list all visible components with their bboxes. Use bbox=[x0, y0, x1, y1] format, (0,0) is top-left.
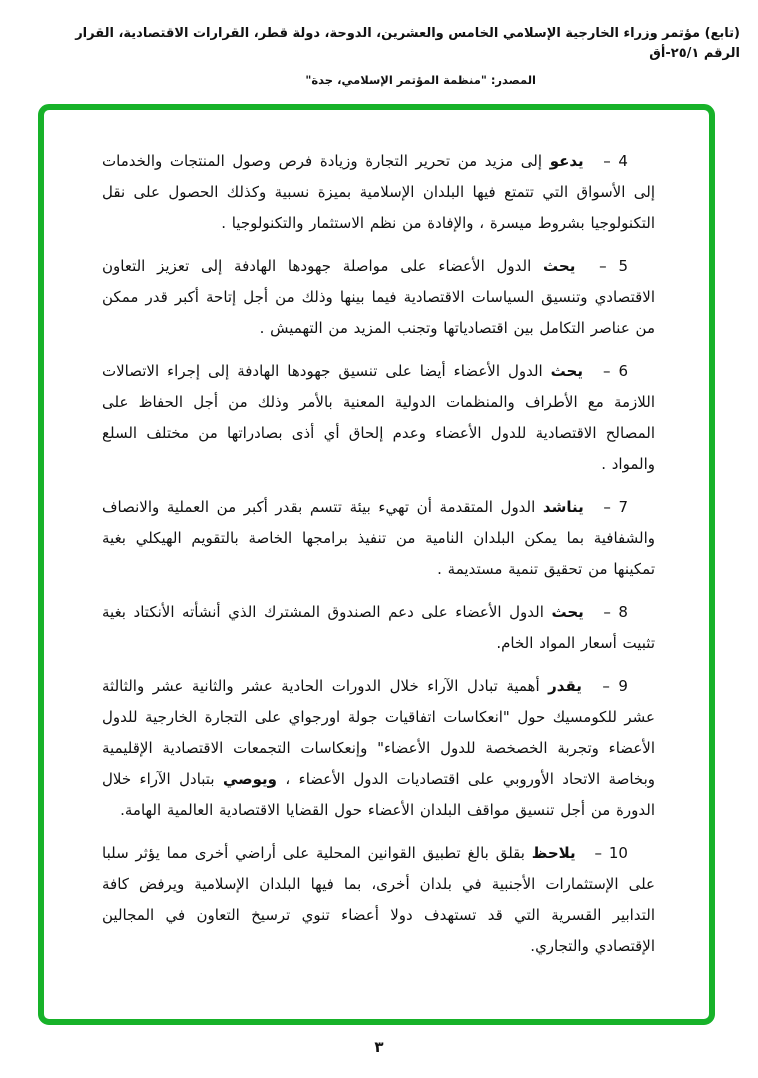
resolution-paragraph bbox=[102, 838, 655, 962]
resolution-number: 5 – bbox=[599, 257, 628, 275]
resolution-number: 10 – bbox=[594, 844, 628, 862]
resolution-item bbox=[102, 251, 655, 344]
resolution-item bbox=[102, 671, 655, 826]
resolution-paragraph bbox=[102, 492, 655, 585]
resolution-number: 9 – bbox=[602, 677, 628, 695]
resolution-text: الدول الأعضاء أيضا على تنسيق جهودها الهادفة إلى إجراء الاتصالات اللازمة مع الأطراف والمنظمات الدولية المعنية بالأمر وذلك من أجل الحفاظ على المصالح الاقتصادية للدول الأعضاء وعدم إلحاق أي أذى بصادراتها من مختلف السلع والمواد . bbox=[102, 362, 655, 473]
resolution-number: 8 – bbox=[603, 603, 628, 621]
resolution-item bbox=[102, 146, 655, 239]
resolution-item bbox=[102, 356, 655, 480]
resolution-text: الدول الأعضاء على مواصلة جهودها الهادفة إلى تعزيز التعاون الاقتصادي وتنسيق السياسات الاقتصادية فيما بينها وذلك من أجل إتاحة أكبر قدر ممكن من عناصر التكامل بين اقتصادياتها وتجنب المزيد من التهميش . bbox=[102, 257, 655, 337]
resolution-text: الدول الأعضاء على دعم الصندوق المشترك الذي أنشأته الأنكتاد بغية تثبيت أسعار المواد الخام. bbox=[102, 603, 655, 652]
document-header bbox=[0, 0, 758, 88]
resolution-number: 7 – bbox=[603, 498, 628, 516]
resolution-paragraph bbox=[102, 146, 655, 239]
resolution-paragraph bbox=[102, 671, 655, 826]
resolution-lead-verb: يقدر bbox=[548, 677, 582, 695]
resolution-lead-verb: ويوصي bbox=[222, 770, 277, 788]
resolution-lead-verb: يحث bbox=[550, 362, 583, 380]
resolution-text: بتبادل الآراء خلال الدورة من أجل تنسيق مواقف البلدان الأعضاء حول القضايا الاقتصادية العالمية الهامة. bbox=[102, 770, 655, 819]
resolution-list bbox=[102, 146, 655, 962]
resolution-paragraph bbox=[102, 597, 655, 659]
resolution-lead-verb: يحث bbox=[543, 257, 576, 275]
resolution-item bbox=[102, 492, 655, 585]
header-citation: (تابع) مؤتمر وزراء الخارجية الإسلامي الخامس والعشرين، الدوحة، دولة قطر، القرارات الاقتصادية، القرار الرقم ٢٥/١-أق bbox=[75, 26, 740, 61]
resolution-text: أهمية تبادل الآراء خلال الدورات الحادية عشر والثانية عشر والثالثة عشر للكومسيك حول "انعكاسات اتفاقيات جولة اورجواي على التجارة الخارجية للدول الأعضاء وتجربة الخصخصة للدول الأعضاء" وإنعكاسات التجمعات الاقتصادية الإقليمية وبخاصة الاتحاد الأوروبي على اقتصاديات الدول الأعضاء ، bbox=[102, 677, 655, 788]
resolution-paragraph bbox=[102, 356, 655, 480]
resolution-text: الدول المتقدمة أن تهيء بيئة تتسم بقدر أكبر من العملية والانصاف والشفافية بما يمكن البلدان النامية من تنفيذ برامجها الخاصة بالتقويم الهيكلي بغية تمكينها من تحقيق تنمية مستديمة . bbox=[102, 498, 655, 578]
resolution-item bbox=[102, 597, 655, 659]
document-frame bbox=[38, 104, 715, 1025]
resolution-paragraph bbox=[102, 251, 655, 344]
resolution-text: إلى مزيد من تحرير التجارة وزيادة فرص وصول المنتجات والخدمات إلى الأسواق التي تتمتع فيها البلدان الإسلامية بميزة نسبية وكذلك الحصول على نقل التكنولوجيا بشروط ميسرة ، والإفادة من نظم الاستثمار والتكنولوجيا . bbox=[102, 152, 655, 232]
resolution-number: 4 – bbox=[603, 152, 628, 170]
resolution-text: بقلق بالغ تطبيق القوانين المحلية على أراضي أخرى مما يؤثر سلبا على الإستثمارات الأجنبية في بلدان أخرى، بما فيها البلدان الإسلامية ويرفض كافة التدابير القسرية التي قد تستهدف دولا أعضاء تنوي ترسيخ التعاون في المجالين الإقتصادي والتجاري. bbox=[102, 844, 655, 955]
header-source: المصدر: "منظمة المؤتمر الإسلامي، جدة" bbox=[305, 73, 536, 87]
resolution-lead-verb: يلاحظ bbox=[531, 844, 576, 862]
resolution-lead-verb: يناشد bbox=[542, 498, 584, 516]
resolution-item bbox=[102, 838, 655, 962]
page-number: ٣ bbox=[374, 1038, 384, 1056]
resolution-lead-verb: يدعو bbox=[549, 152, 584, 170]
resolution-number: 6 – bbox=[602, 362, 628, 380]
resolution-lead-verb: يحث bbox=[551, 603, 584, 621]
